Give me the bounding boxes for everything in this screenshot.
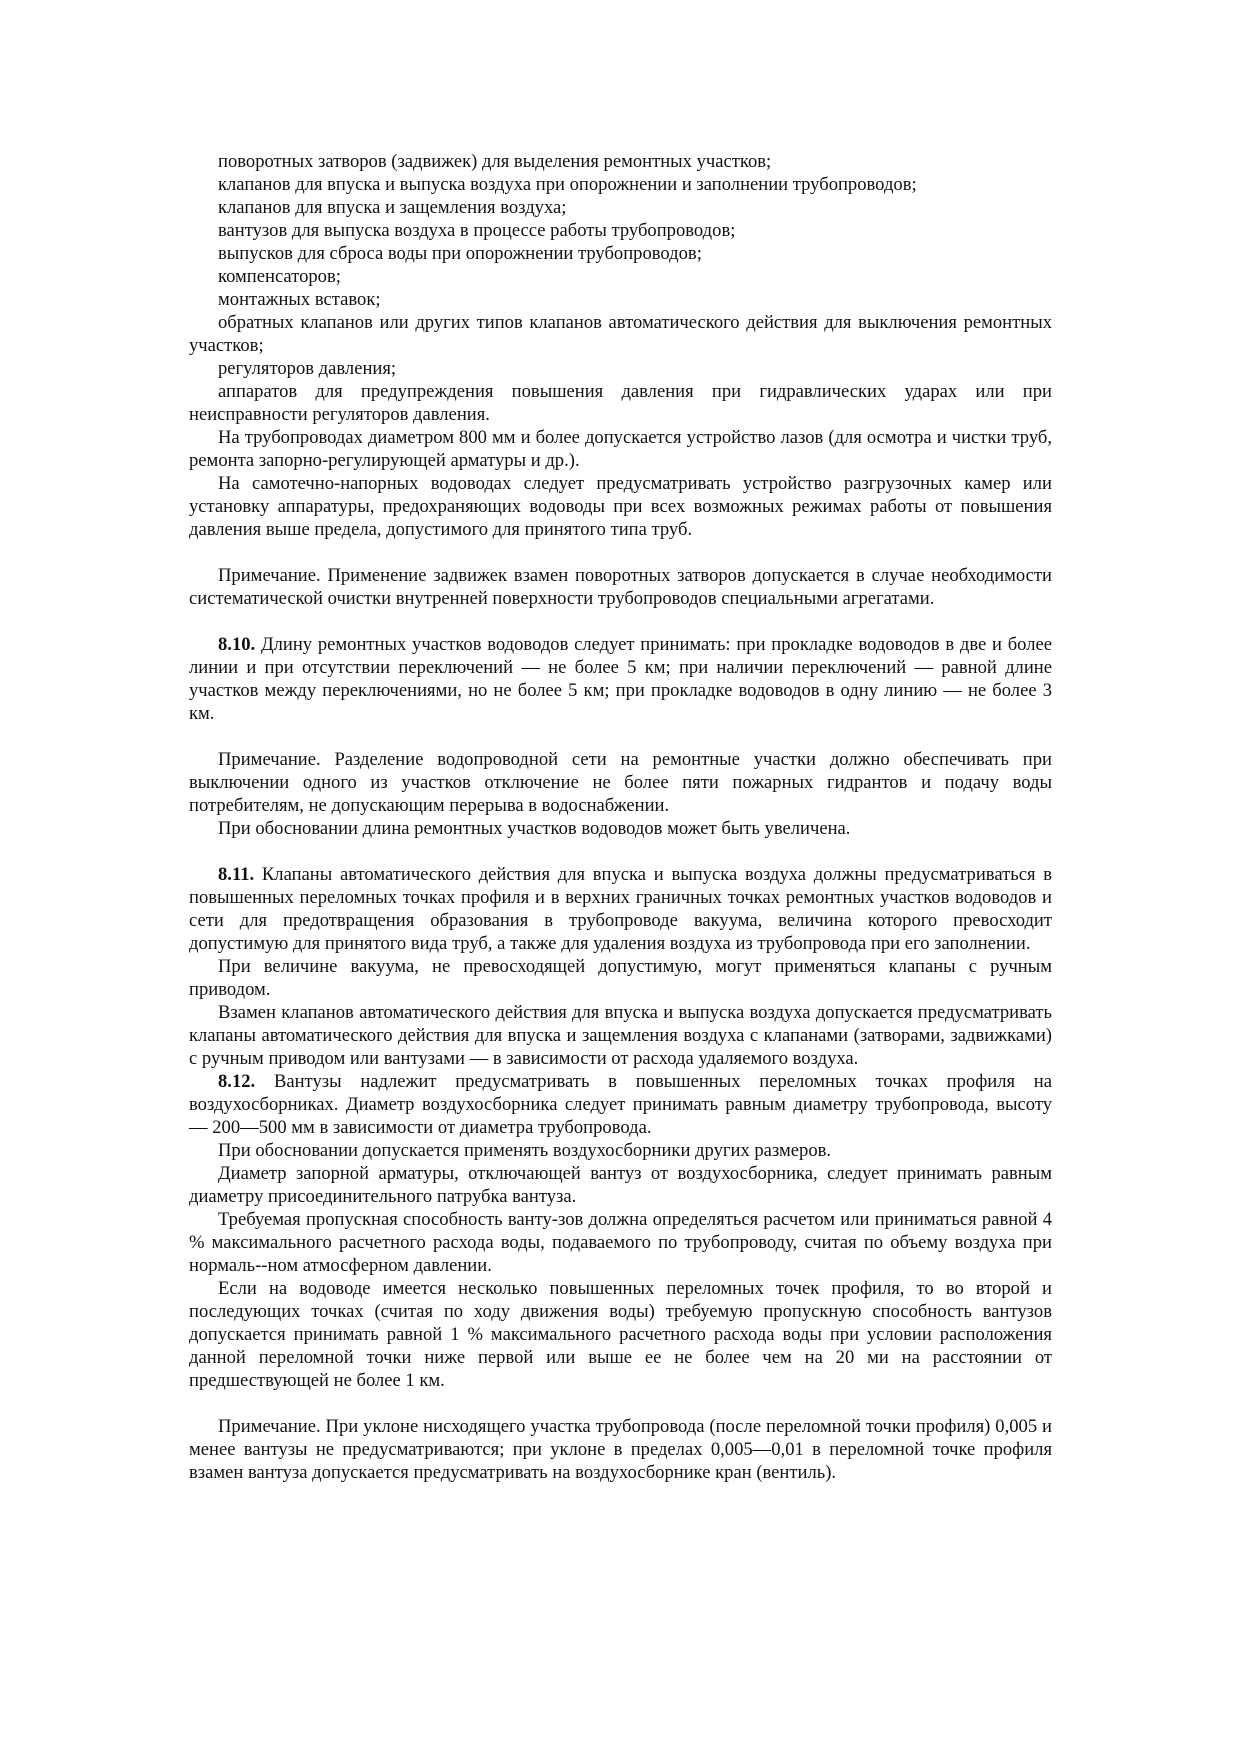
note-paragraph: Примечание. Применение задвижек взамен поворотных затворов допускается в случае необходимости систематической очистки внутренней поверхности трубопроводов специальными агрегатами. (189, 565, 1052, 609)
list-item: клапанов для впуска и выпуска воздуха при опорожнении и заполнении трубопроводов; (218, 174, 917, 195)
clause-number: 8.11. (218, 864, 255, 885)
body-paragraph: Требуемая пропускная способность ванту-зов должна определяться расчетом или приниматься равной 4 % максимального расчетного расхода воды, подаваемого по трубопроводу, считая по объему воздуха при нормаль--ном атмосферном давлении. (189, 1209, 1052, 1276)
body-paragraph: На самотечно-напорных водоводах следует предусматривать устройство разгрузочных камер или установку аппаратуры, предохраняющих водоводы при всех возможных режимах работы от повышения давления выше предела, допустимого для принятого типа труб. (189, 473, 1052, 540)
list-item: вантузов для выпуска воздуха в процессе работы трубопроводов; (218, 220, 736, 241)
body-paragraph: При обосновании допускается применять воздухосборники других размеров. (218, 1140, 832, 1161)
body-paragraph: Взамен клапанов автоматического действия для впуска и выпуска воздуха допускается предусматривать клапаны автоматического действия для впуска и защемления воздуха с клапанами (затворами, задвижками) с ручным приводом или вантузами — в зависимости от расхода удаляемого воздуха. (189, 1002, 1052, 1069)
list-item: обратных клапанов или других типов клапанов автоматического действия для выключения ремонтных участков; (189, 312, 1052, 356)
list-item: регуляторов давления; (218, 358, 397, 379)
clause-8-10 (189, 633, 1052, 725)
note-paragraph: Примечание. При уклоне нисходящего участка трубопровода (после переломной точки профиля) 0,005 и менее вантузы не предусматриваются; при уклоне в пределах 0,005—0,01 в переломной точке профиля взамен вантуза допускается предусматривать на воздухосборнике кран (вентиль). (189, 1416, 1052, 1483)
clause-8-11 (189, 863, 1052, 955)
clause-8-12 (189, 1070, 1052, 1139)
clause-text: Клапаны автоматического действия для впуска и выпуска воздуха должны предусматриваться в повышенных переломных точках профиля и в верхних граничных точках ремонтных участков водоводов и сети для предотвращения образования в трубопроводе вакуума, величина которого превосходит допустимую для принятого вида труб, а также для удаления воздуха из трубопровода при его заполнении. (189, 864, 1052, 954)
list-item: монтажных вставок; (218, 289, 381, 310)
clause-number: 8.10. (218, 634, 256, 655)
list-item: компенсаторов; (218, 266, 341, 287)
clause-text: Длину ремонтных участков водоводов следует принимать: при прокладке водоводов в две и более линии и при отсутствии переключений — не более 5 км; при наличии переключений — равной длине участков между переключениями, но не более 5 км; при прокладке водоводов в одну линию — не более 3 км. (189, 634, 1052, 724)
clause-number: 8.12. (218, 1071, 256, 1092)
body-paragraph: На трубопроводах диаметром 800 мм и более допускается устройство лазов (для осмотра и чистки труб, ремонта запорно-регулирующей арматуры и др.). (189, 427, 1052, 471)
document-page (189, 150, 1052, 1484)
list-item: поворотных затворов (задвижек) для выделения ремонтных участков; (218, 151, 772, 172)
list-item: выпусков для сброса воды при опорожнении трубопроводов; (218, 243, 702, 264)
list-item: аппаратов для предупреждения повышения давления при гидравлических ударах или при неисправности регуляторов давления. (189, 381, 1052, 425)
body-paragraph: При обосновании длина ремонтных участков водоводов может быть увеличена. (218, 818, 851, 839)
body-paragraph: Диаметр запорной арматуры, отключающей вантуз от воздухосборника, следует принимать равным диаметру присоединительного патрубка вантуза. (189, 1163, 1052, 1207)
list-item: клапанов для впуска и защемления воздуха; (218, 197, 567, 218)
note-paragraph: Примечание. Разделение водопроводной сети на ремонтные участки должно обеспечивать при выключении одного из участков отключение не более пяти пожарных гидрантов и подачу воды потребителям, не допускающим перерыва в водоснабжении. (189, 749, 1052, 816)
body-paragraph: При величине вакуума, не превосходящей допустимую, могут применяться клапаны с ручным приводом. (189, 956, 1052, 1000)
clause-text: Вантузы надлежит предусматривать в повышенных переломных точках профиля на воздухосборниках. Диаметр воздухосборника следует принимать равным диаметру трубопровода, высоту — 200—500 мм в зависимости от диаметра трубопровода. (189, 1071, 1052, 1138)
body-paragraph: Если на водоводе имеется несколько повышенных переломных точек профиля, то во второй и последующих точках (считая по ходу движения воды) требуемую пропускную способность вантузов допускается принимать равной 1 % максимального расчетного расхода воды при условии расположения данной переломной точки ниже первой или выше ее не более чем на 20 ми на расстоянии от предшествующей не более 1 км. (189, 1278, 1052, 1391)
